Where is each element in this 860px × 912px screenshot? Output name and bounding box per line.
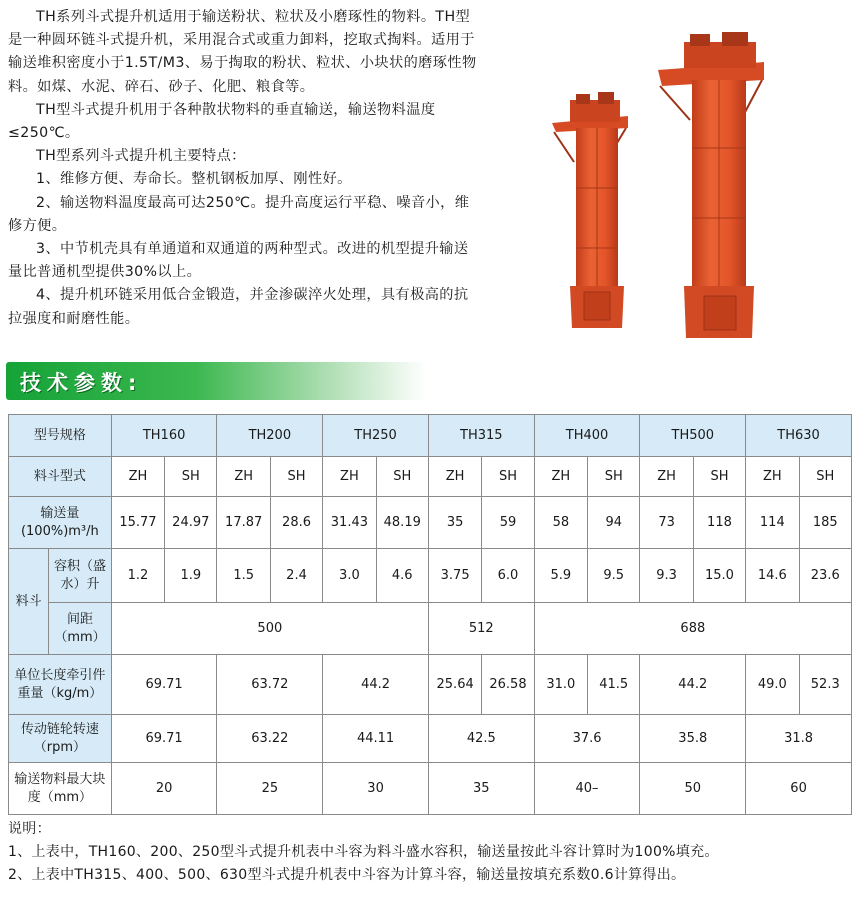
bucket-type-cell: SH (482, 457, 534, 497)
weight-cell: 49.0 (746, 655, 799, 715)
weight-cell: 26.58 (482, 655, 534, 715)
capacity-cell: 73 (640, 497, 693, 549)
lump-cell: 60 (746, 763, 852, 815)
lump-cell: 40– (534, 763, 640, 815)
capacity-label-line2: (100%)m³/h (20, 523, 99, 539)
volume-cell: 1.9 (165, 549, 217, 603)
model-cell: TH630 (746, 415, 852, 457)
table-row-pitch (9, 603, 852, 655)
capacity-cell: 35 (428, 497, 481, 549)
bucket-type-cell: ZH (323, 457, 376, 497)
weight-cell: 41.5 (588, 655, 640, 715)
speed-label: 传动链轮转速（rpm） (9, 715, 112, 763)
speed-cell: 31.8 (746, 715, 852, 763)
intro-paragraph: 4、提升机环链采用低合金锻造，并金渗碳淬火处理，具有极高的抗拉强度和耐磨性能。 (8, 287, 469, 327)
note-item: 2、上表中TH315、400、500、630型斗式提升机表中斗容为计算斗容，输送量按填充系数0.6计算得出。 (8, 867, 686, 883)
bucket-type-cell: SH (693, 457, 745, 497)
speed-cell: 37.6 (534, 715, 640, 763)
bucket-type-cell: SH (799, 457, 851, 497)
intro-paragraph: TH型斗式提升机用于各种散状物料的垂直输送，输送物料温度≤250℃。 (8, 101, 436, 142)
lump-cell: 20 (111, 763, 217, 815)
pitch-cell: 500 (111, 603, 428, 655)
table-row-speed (9, 715, 852, 763)
table-row-model (9, 415, 852, 457)
lump-cell: 50 (640, 763, 746, 815)
capacity-label-line1: 输送量 (40, 505, 80, 521)
capacity-cell: 185 (799, 497, 851, 549)
bucket-type-cell: ZH (111, 457, 164, 497)
table-row-bucket-type (9, 457, 852, 497)
volume-cell: 3.75 (428, 549, 481, 603)
model-cell: TH250 (323, 415, 429, 457)
capacity-cell: 31.43 (323, 497, 376, 549)
intro-paragraph: 3、中节机壳具有单通道和双通道的两种型式。改进的机型提升输送量比普通机型提供30%以上。 (8, 241, 469, 281)
hopper-label: 料斗 (9, 549, 49, 655)
volume-cell: 1.2 (111, 549, 164, 603)
lump-cell: 30 (323, 763, 429, 815)
lump-cell: 25 (217, 763, 323, 815)
section-header-bar (6, 362, 426, 400)
weight-cell: 52.3 (799, 655, 851, 715)
volume-cell: 23.6 (799, 549, 851, 603)
speed-cell: 35.8 (640, 715, 746, 763)
capacity-cell: 15.77 (111, 497, 164, 549)
weight-label: 单位长度牵引件重量（kg/m） (9, 655, 112, 715)
pitch-cell: 512 (428, 603, 534, 655)
volume-label: 容积（盛水）升 (49, 549, 111, 603)
note-item: 1、上表中，TH160、200、250型斗式提升机表中斗容为料斗盛水容积，输送量按此斗容计算时为100%填充。 (8, 844, 719, 860)
intro-paragraph: TH型系列斗式提升机主要特点： (36, 148, 246, 165)
model-cell: TH500 (640, 415, 746, 457)
table-row-lump (9, 763, 852, 815)
volume-cell: 9.3 (640, 549, 693, 603)
table-row-capacity (9, 497, 852, 549)
speed-cell: 63.22 (217, 715, 323, 763)
speed-cell: 69.71 (111, 715, 217, 763)
weight-cell: 25.64 (428, 655, 481, 715)
bucket-type-label: 料斗型式 (9, 457, 112, 497)
intro-paragraph: TH系列斗式提升机适用于输送粉状、粒状及小磨琢性的物料。TH型是一种圆环链斗式提升机，采用混合式或重力卸料，挖取式掏料。适用于输送堆积密度小于1.5T/M3、易于掏取的粉状、粒状、小块状的磨琢性物料。如煤、水泥、碎石、砂子、化肥、粮食等。 (8, 9, 477, 95)
table-row-weight (9, 655, 852, 715)
capacity-cell: 118 (693, 497, 745, 549)
bucket-type-cell: ZH (534, 457, 587, 497)
bucket-type-cell: ZH (217, 457, 270, 497)
section-title: 技术参数: (20, 371, 143, 395)
pitch-cell: 688 (534, 603, 851, 655)
pitch-label: 间距（mm） (49, 603, 111, 655)
table-row-volume (9, 549, 852, 603)
capacity-cell: 58 (534, 497, 587, 549)
parameters-table (8, 414, 852, 815)
volume-cell: 3.0 (323, 549, 376, 603)
volume-cell: 2.4 (270, 549, 322, 603)
capacity-cell: 24.97 (165, 497, 217, 549)
capacity-cell: 28.6 (270, 497, 322, 549)
model-cell: TH315 (428, 415, 534, 457)
speed-cell: 42.5 (428, 715, 534, 763)
volume-cell: 4.6 (376, 549, 428, 603)
volume-cell: 6.0 (482, 549, 534, 603)
intro-paragraph: 2、输送物料温度最高可达250℃。提升高度运行平稳、噪音小，维修方便。 (8, 194, 470, 234)
volume-cell: 14.6 (746, 549, 799, 603)
weight-cell: 31.0 (534, 655, 587, 715)
bucket-type-cell: SH (588, 457, 640, 497)
capacity-cell: 48.19 (376, 497, 428, 549)
bucket-type-cell: SH (270, 457, 322, 497)
model-cell: TH160 (111, 415, 217, 457)
weight-cell: 44.2 (640, 655, 746, 715)
model-cell: TH200 (217, 415, 323, 457)
capacity-cell: 114 (746, 497, 799, 549)
bucket-type-cell: ZH (746, 457, 799, 497)
speed-cell: 44.11 (323, 715, 429, 763)
capacity-cell: 17.87 (217, 497, 270, 549)
lump-label: 输送物料最大块度（mm） (9, 763, 112, 815)
notes (8, 818, 719, 887)
bucket-type-cell: ZH (428, 457, 481, 497)
notes-heading: 说明： (8, 821, 51, 837)
intro-text (8, 6, 478, 331)
capacity-label (9, 497, 112, 549)
weight-cell: 69.71 (111, 655, 217, 715)
model-label: 型号规格 (9, 415, 112, 457)
volume-cell: 9.5 (588, 549, 640, 603)
small-elevator (552, 92, 628, 328)
bucket-type-cell: SH (376, 457, 428, 497)
weight-cell: 63.72 (217, 655, 323, 715)
volume-cell: 15.0 (693, 549, 745, 603)
volume-cell: 1.5 (217, 549, 270, 603)
volume-cell: 5.9 (534, 549, 587, 603)
lump-cell: 35 (428, 763, 534, 815)
tall-elevator (658, 32, 764, 338)
model-cell: TH400 (534, 415, 640, 457)
capacity-cell: 59 (482, 497, 534, 549)
intro-paragraph: 1、维修方便、寿命长。整机钢板加厚、刚性好。 (36, 171, 352, 188)
bucket-type-cell: SH (165, 457, 217, 497)
weight-cell: 44.2 (323, 655, 429, 715)
bucket-elevator-photo (548, 28, 770, 340)
capacity-cell: 94 (588, 497, 640, 549)
bucket-type-cell: ZH (640, 457, 693, 497)
